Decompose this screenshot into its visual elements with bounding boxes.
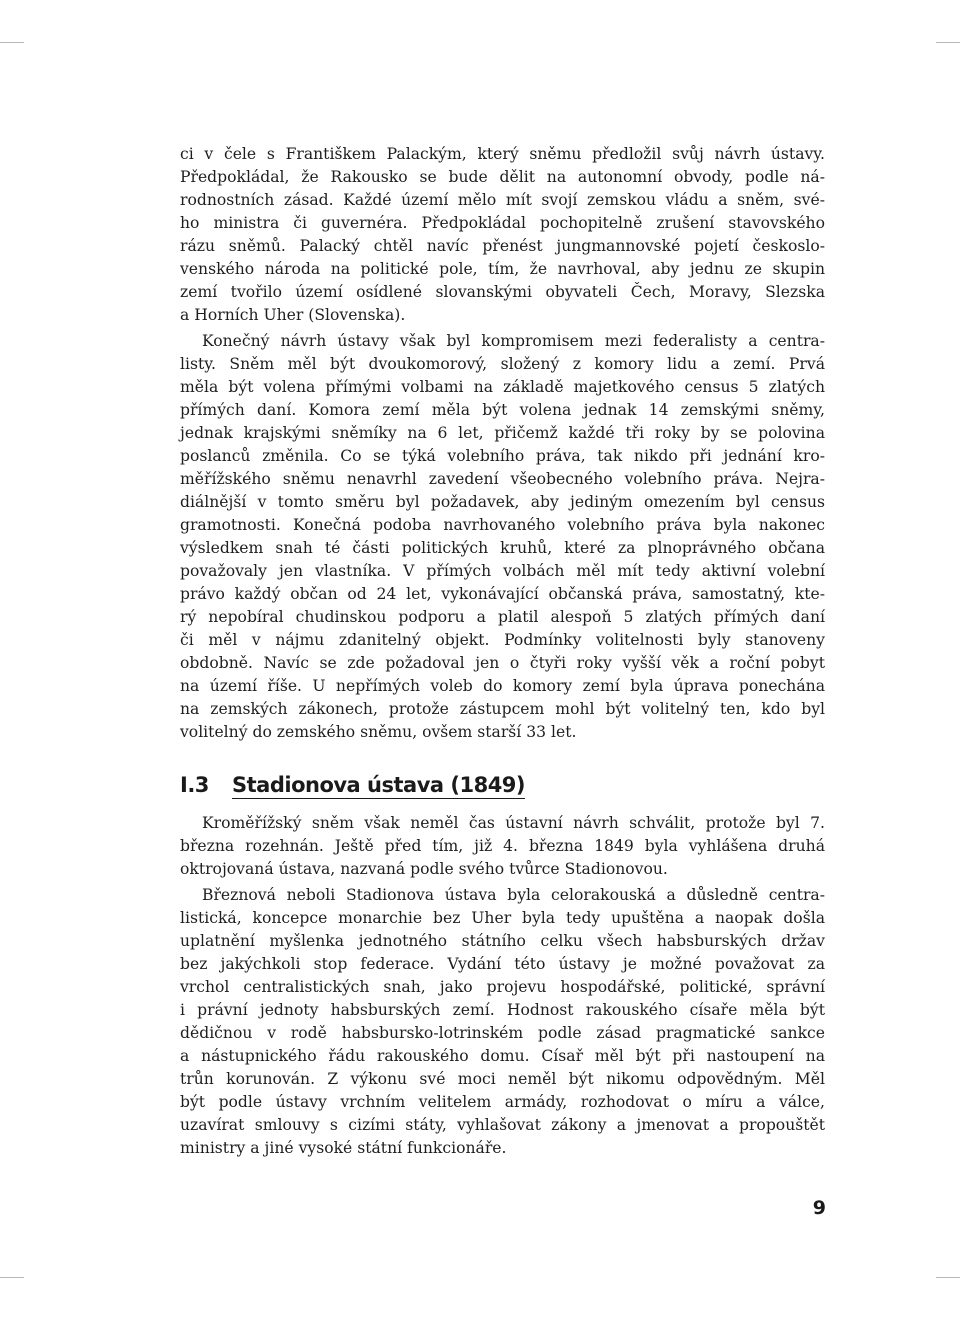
- text-line: diálnější v tomto směru byl požadavek, aby jediným omezením byl census: [180, 493, 825, 511]
- text-line: právo každý občan od 24 let, vykonávající občanská práva, samostatný, kte-: [180, 585, 825, 603]
- text-line: listická, koncepce monarchie bez Uher byla tedy upuštěna a naopak došla: [180, 909, 825, 927]
- crop-mark-top-right: [936, 42, 960, 43]
- text-line: bez jakýchkoli stop federace. Vydání této ústavy je možné považovat za: [180, 955, 825, 973]
- paragraph-march-constitution: [180, 884, 825, 1160]
- text-line: rodnostních zásad. Každé území mělo mít svojí zemskou vládu a sněm, své-: [180, 191, 825, 209]
- text-line: obdobně. Navíc se zde požadoval jen o čtyři roky vyšší věk a roční pobyt: [180, 654, 825, 672]
- text-line: uplatnění myšlenka jednotného státního celku všech habsburských držav: [180, 932, 825, 950]
- text-line: či měl v nájmu zdanitelný objekt. Podmínky volitelnosti byly stanoveny: [180, 631, 825, 649]
- text-line: a Horních Uher (Slovenska).: [180, 306, 406, 324]
- text-line: výsledkem snah té části politických kruhů, které za plnoprávného občana: [180, 539, 825, 557]
- text-line: ho ministra či guvernéra. Předpokládal pochopitelně zrušení stavovského: [180, 214, 825, 232]
- text-line: měřížského sněmu nenavrhl zavedení všeobecného volebního práva. Nejra-: [180, 470, 825, 488]
- paragraph-kromeriz-dissolution: [180, 812, 825, 881]
- crop-mark-bottom-right: [936, 1277, 960, 1278]
- text-line: dědičnou v rodě habsbursko-lotrinském podle zásad pragmatické sankce: [180, 1024, 825, 1042]
- text-line: na zemských zákonech, protože zástupcem mohl být volitelný ten, kdo byl: [180, 700, 825, 718]
- text-line: Konečný návrh ústavy však byl kompromisem mezi federalisty a centra-: [202, 332, 825, 350]
- paragraph-palacky-proposal: [180, 143, 825, 327]
- crop-mark-top-left: [0, 42, 24, 43]
- text-line: být podle ústavy vrchním velitelem armády, rozhodovat o míru a válce,: [180, 1093, 825, 1111]
- text-line: a nástupnického řádu rakouského domu. Císař měl být při nastoupení na: [180, 1047, 825, 1065]
- text-line: jednak krajskými sněmíky na 6 let, přičemž každé tři roky by se polovina: [180, 424, 825, 442]
- text-line: poslanců změnila. Co se týká volebního práva, tak nikdo při jednání kro-: [180, 447, 825, 465]
- paragraph-final-constitution-draft: [180, 330, 825, 744]
- text-line: měla být volena přímými volbami na základě majetkového census 5 zlatých: [180, 378, 825, 396]
- page-number: 9: [812, 1197, 826, 1219]
- text-line: volitelný do zemského sněmu, ovšem starší 33 let.: [180, 723, 577, 741]
- text-line: rý nepobíral chudinskou podporu a platil alespoň 5 zlatých přímých daní: [180, 608, 825, 626]
- text-line: gramotnosti. Konečná podoba navrhovaného volebního práva byla nakonec: [180, 516, 825, 534]
- text-line: vrchol centralistických snah, jako projevu hospodářské, politické, správní: [180, 978, 825, 996]
- text-line: března rozehnán. Ještě před tím, již 4. března 1849 byla vyhlášena druhá: [180, 837, 825, 855]
- text-line: považovaly jen vlastníka. V přímých volbách měl mít tedy aktivní volební: [180, 562, 825, 580]
- text-line: uzavírat smlouvy s cizími státy, vyhlašovat zákony a jmenovat a propouštět: [180, 1116, 825, 1134]
- section-heading: [180, 770, 525, 800]
- crop-mark-bottom-left: [0, 1277, 24, 1278]
- text-line: venského národa na politické pole, tím, že navrhoval, aby jednu ze skupin: [180, 260, 825, 278]
- text-line: ministry a jiné vysoké státní funkcionáře.: [180, 1139, 507, 1157]
- text-line: rázu sněmů. Palacký chtěl navíc přenést jungmannovské pojetí českoslo-: [180, 237, 825, 255]
- text-line: listy. Sněm měl být dvoukomorový, složený z komory lidu a zemí. Prvá: [180, 355, 825, 373]
- section-number: I.3: [180, 773, 209, 797]
- text-line: na území říše. U nepřímých voleb do komory zemí byla úprava ponechána: [180, 677, 825, 695]
- text-line: Předpokládal, že Rakousko se bude dělit na autonomní obvody, podle ná-: [180, 168, 825, 186]
- text-line: i právní jednoty habsburských zemí. Hodnost rakouského císaře měla být: [180, 1001, 825, 1019]
- text-line: Kroměřížský sněm však neměl čas ústavní návrh schválit, protože byl 7.: [202, 814, 825, 832]
- text-line: přímých daní. Komora zemí měla být volena jednak 14 zemskými sněmy,: [180, 401, 825, 419]
- text-line: Březnová neboli Stadionova ústava byla celorakouská a důsledně centra-: [202, 886, 825, 904]
- text-line: ci v čele s Františkem Palackým, který sněmu předložil svůj návrh ústavy.: [180, 145, 825, 163]
- text-line: zemí tvořilo území osídlené slovanskými obyvateli Čech, Moravy, Slezska: [180, 283, 825, 301]
- text-line: trůn korunován. Z výkonu své moci neměl být nikomu odpovědným. Měl: [180, 1070, 825, 1088]
- section-title: Stadionova ústava (1849): [232, 773, 526, 797]
- text-line: oktrojovaná ústava, nazvaná podle svého tvůrce Stadionovou.: [180, 860, 668, 878]
